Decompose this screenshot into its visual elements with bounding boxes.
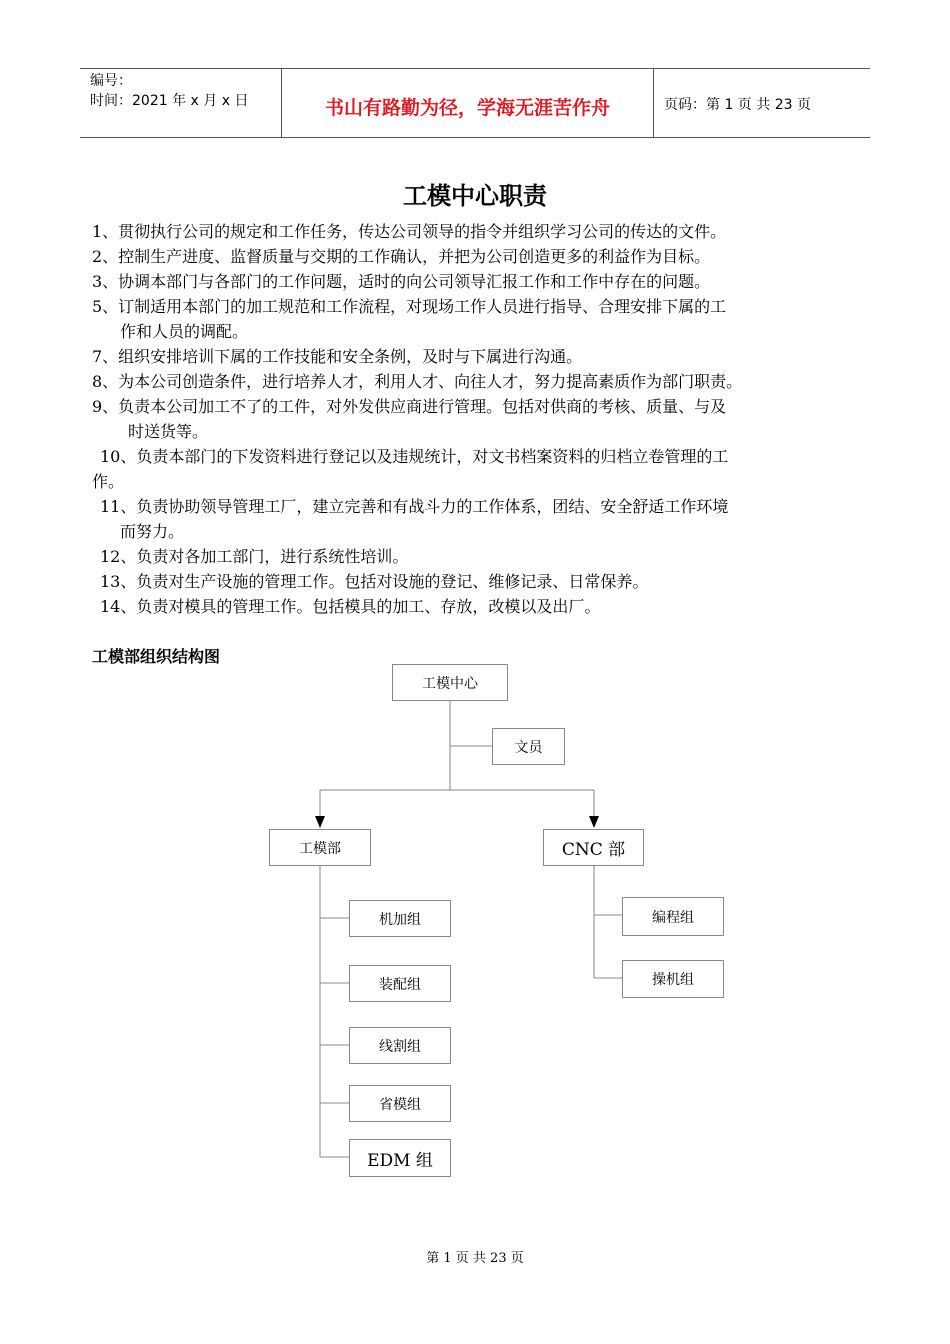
- document-date-label: 时间：2021 年 x 月 x 日: [90, 93, 249, 109]
- org-node-group: 省模组: [349, 1085, 451, 1122]
- org-node-group: 操机组: [622, 960, 724, 998]
- org-node-dept-right: CNC 部: [543, 829, 644, 866]
- page-title: 工模中心职责: [403, 182, 547, 210]
- org-node-group: 机加组: [349, 900, 451, 937]
- org-node-assistant: 文员: [492, 728, 565, 765]
- duty-item: 7、组织安排培训下属的工作技能和安全条例，及时与下属进行沟通。: [92, 347, 583, 366]
- org-node-group: 编程组: [622, 897, 724, 936]
- duty-item: 9、负责本公司加工不了的工件，对外发供应商进行管理。包括对供商的考核、质量、与及: [92, 397, 727, 416]
- document-number-label: 编号：: [90, 73, 132, 89]
- duty-item: 8、为本公司创造条件，进行培养人才，利用人才、向往人才，努力提高素质作为部门职责。: [92, 372, 743, 391]
- duties-list: [92, 219, 882, 619]
- duty-item-continuation: 而努力。: [120, 522, 185, 541]
- duty-item: 12、负责对各加工部门，进行系统性培训。: [100, 547, 409, 566]
- document-header: [80, 68, 870, 138]
- duty-item: 3、协调本部门与各部门的工作问题，适时的向公司领导汇报工作和工作中存在的问题。: [92, 272, 711, 291]
- duty-item-continuation: 时送货等。: [128, 422, 209, 441]
- duty-item-continuation: 作。: [92, 472, 125, 491]
- arrow-down-icon: [589, 816, 599, 828]
- duty-item: 1、贯彻执行公司的规定和工作任务，传达公司领导的指令并组织学习公司的传达的文件。: [92, 222, 727, 241]
- page-footer: 第 1 页 共 23 页: [426, 1251, 524, 1266]
- org-node-dept-left: 工模部: [269, 829, 371, 866]
- header-meta: [80, 69, 282, 137]
- org-node-group: EDM 组: [349, 1139, 451, 1177]
- duty-item: 14、负责对模具的管理工作。包括模具的加工、存放，改模以及出厂。: [100, 597, 601, 616]
- org-node-group: 线割组: [349, 1027, 451, 1064]
- org-node-group: 装配组: [349, 965, 451, 1002]
- org-chart-title: 工模部组织结构图: [92, 647, 221, 666]
- duty-item: 13、负责对生产设施的管理工作。包括对设施的登记、维修记录、日常保养。: [100, 572, 649, 591]
- org-node-root: 工模中心: [392, 664, 508, 701]
- duty-item: 5、订制适用本部门的加工规范和工作流程，对现场工作人员进行指导、合理安排下属的工: [92, 297, 727, 316]
- arrow-down-icon: [315, 816, 325, 828]
- duty-item: 11、负责协助领导管理工厂，建立完善和有战斗力的工作体系，团结、安全舒适工作环境: [100, 497, 729, 516]
- duty-item: 2、控制生产进度、监督质量与交期的工作确认，并把为公司创造更多的利益作为目标。: [92, 247, 711, 266]
- header-page-info: 页码：第 1 页 共 23 页: [664, 97, 811, 113]
- duty-item: 10、负责本部门的下发资料进行登记以及违规统计，对文书档案资料的归档立卷管理的工: [100, 447, 729, 466]
- header-motto: 书山有路勤为径，学海无涯苦作舟: [282, 69, 654, 137]
- duty-item-continuation: 作和人员的调配。: [120, 322, 249, 341]
